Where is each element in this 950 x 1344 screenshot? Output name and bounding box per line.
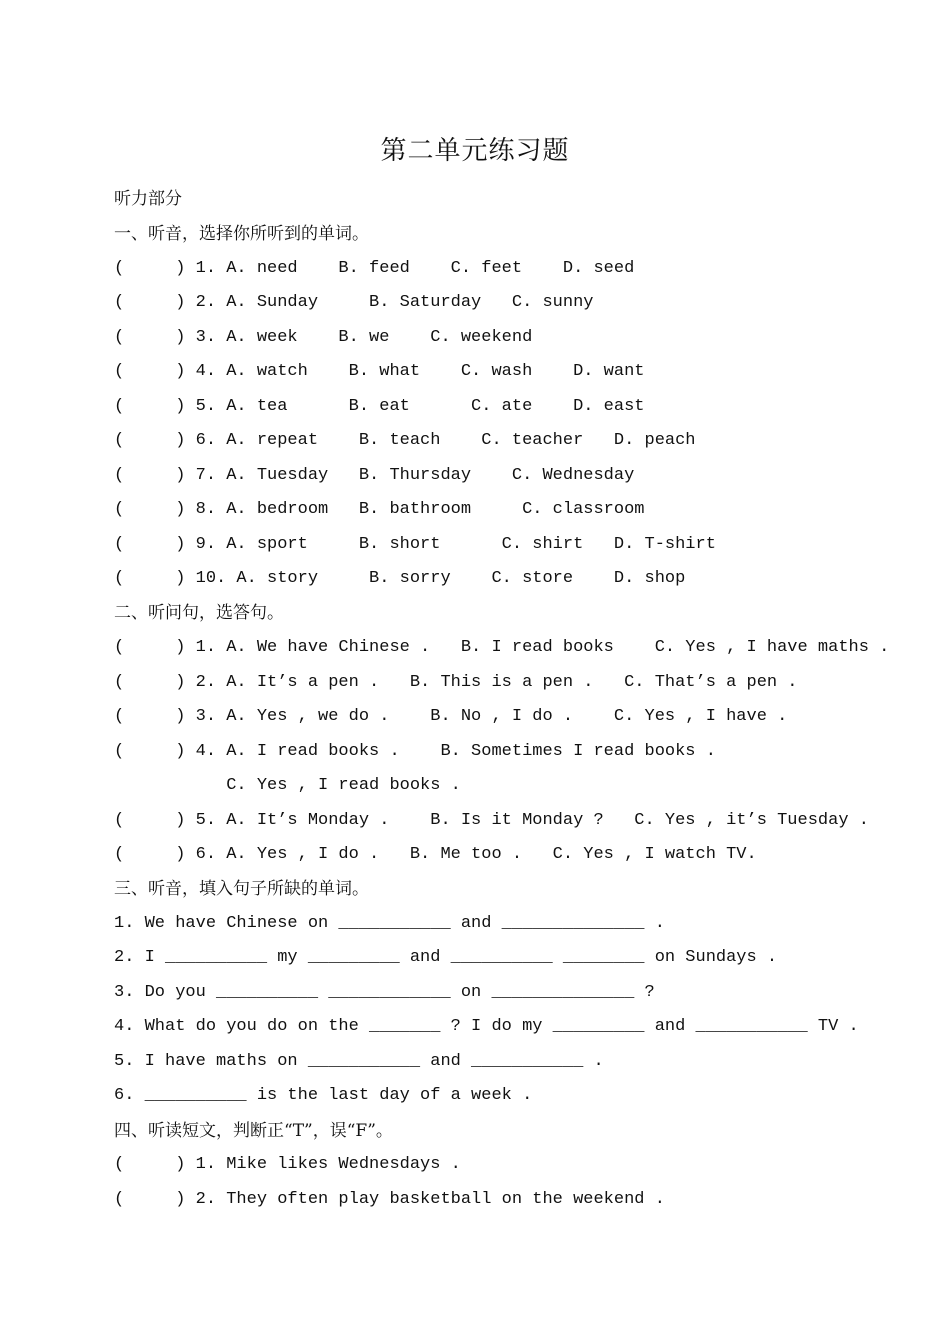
s2-question-4: ( ) 4. A. I read books . B. Sometimes I read books . xyxy=(114,742,716,761)
s2-question-3: ( ) 3. A. Yes , we do . B. No , I do . C. Yes , I have . xyxy=(114,707,788,726)
s1-question-9: ( ) 9. A. sport B. short C. shirt D. T-shirt xyxy=(114,535,716,554)
section-2-heading: 二、听问句，选答句。 xyxy=(114,603,284,623)
section-1-heading: 一、听音，选择你所听到的单词。 xyxy=(114,224,369,244)
s2-question-4-option-c: C. Yes , I read books . xyxy=(114,776,461,795)
s3-sentence-3: 3. Do you __________ ____________ on ______________ ? xyxy=(114,983,655,1002)
s3-sentence-5: 5. I have maths on ___________ and ___________ . xyxy=(114,1052,604,1071)
s1-question-10: ( ) 10. A. story B. sorry C. store D. shop xyxy=(114,569,686,588)
s3-sentence-2: 2. I __________ my _________ and __________ ________ on Sundays . xyxy=(114,948,778,967)
section-3-heading: 三、听音，填入句子所缺的单词。 xyxy=(114,879,369,899)
s1-question-7: ( ) 7. A. Tuesday B. Thursday C. Wednesday xyxy=(114,466,635,485)
s4-statement-1: ( ) 1. Mike likes Wednesdays . xyxy=(114,1155,461,1174)
s3-sentence-6: 6. __________ is the last day of a week . xyxy=(114,1086,533,1105)
s1-question-5: ( ) 5. A. tea B. eat C. ate D. east xyxy=(114,397,645,416)
s1-question-6: ( ) 6. A. repeat B. teach C. teacher D. peach xyxy=(114,431,696,450)
s2-question-5: ( ) 5. A. It’s Monday . B. Is it Monday ? C. Yes , it’s Tuesday . xyxy=(114,811,869,830)
s2-question-2: ( ) 2. A. It’s a pen . B. This is a pen . C. That’s a pen . xyxy=(114,673,798,692)
s2-question-1: ( ) 1. A. We have Chinese . B. I read books C. Yes , I have maths . xyxy=(114,638,890,657)
s2-question-6: ( ) 6. A. Yes , I do . B. Me too . C. Yes , I watch TV. xyxy=(114,845,757,864)
s1-question-1: ( ) 1. A. need B. feed C. feet D. seed xyxy=(114,259,635,278)
section-4-heading: 四、听读短文，判断正“T”，误“F”。 xyxy=(114,1121,393,1141)
s1-question-3: ( ) 3. A. week B. we C. weekend xyxy=(114,328,533,347)
s3-sentence-1: 1. We have Chinese on ___________ and ______________ . xyxy=(114,914,665,933)
page-title: 第二单元练习题 xyxy=(380,136,570,166)
part-label: 听力部分 xyxy=(114,189,182,209)
s1-question-4: ( ) 4. A. watch B. what C. wash D. want xyxy=(114,362,645,381)
s1-question-2: ( ) 2. A. Sunday B. Saturday C. sunny xyxy=(114,293,594,312)
s4-statement-2: ( ) 2. They often play basketball on the weekend . xyxy=(114,1190,665,1209)
s1-question-8: ( ) 8. A. bedroom B. bathroom C. classroom xyxy=(114,500,645,519)
s3-sentence-4: 4. What do you do on the _______ ? I do my _________ and ___________ TV . xyxy=(114,1017,859,1036)
